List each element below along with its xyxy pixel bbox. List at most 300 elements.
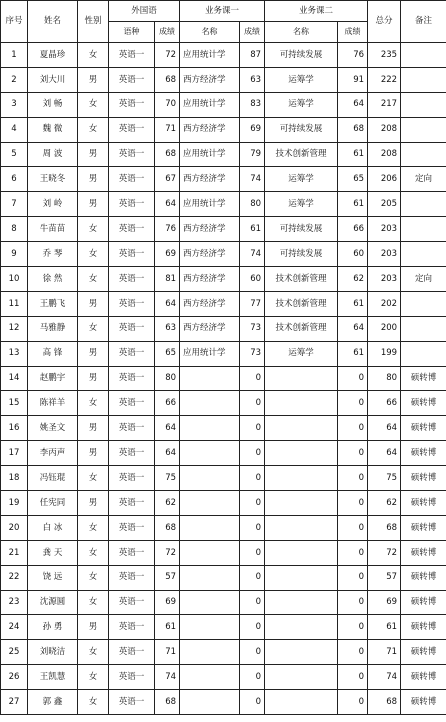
cell-note <box>401 242 446 267</box>
cell-total: 64 <box>368 441 401 466</box>
cell-course-two-score: 60 <box>338 242 368 267</box>
cell-course-one-score: 79 <box>240 142 265 167</box>
cell-language: 英语一 <box>109 590 155 615</box>
cell-course-one-name: 西方经济学 <box>180 167 240 192</box>
cell-name: 姚圣文 <box>28 416 78 441</box>
cell-course-one-name <box>180 466 240 491</box>
cell-course-two-score: 76 <box>338 43 368 68</box>
table-row <box>1 615 446 640</box>
cell-course-one-score: 0 <box>240 615 265 640</box>
cell-total: 66 <box>368 391 401 416</box>
cell-course-two-score: 0 <box>338 590 368 615</box>
cell-name: 赵鹏宇 <box>28 366 78 391</box>
table-row <box>1 391 446 416</box>
cell-note: 硕转博 <box>401 416 446 441</box>
header-course-two-name: 名称 <box>265 22 338 43</box>
cell-seq: 23 <box>1 590 28 615</box>
cell-language: 英语一 <box>109 540 155 565</box>
cell-foreign-score: 64 <box>155 441 180 466</box>
cell-total: 75 <box>368 466 401 491</box>
table-row <box>1 665 446 690</box>
cell-gender: 女 <box>78 590 109 615</box>
cell-seq: 21 <box>1 540 28 565</box>
cell-course-two-name: 可持续发展 <box>265 242 338 267</box>
cell-name: 沈源圆 <box>28 590 78 615</box>
cell-course-two-name <box>265 391 338 416</box>
header-foreign-score: 成绩 <box>155 22 180 43</box>
cell-language: 英语一 <box>109 92 155 117</box>
cell-name: 马雅静 <box>28 316 78 341</box>
cell-foreign-score: 68 <box>155 515 180 540</box>
cell-course-two-score: 68 <box>338 117 368 142</box>
cell-language: 英语一 <box>109 291 155 316</box>
cell-gender: 女 <box>78 391 109 416</box>
cell-seq: 2 <box>1 67 28 92</box>
cell-language: 英语一 <box>109 640 155 665</box>
cell-foreign-score: 70 <box>155 92 180 117</box>
cell-note: 硕转博 <box>401 590 446 615</box>
cell-name: 乔 琴 <box>28 242 78 267</box>
table-row <box>1 491 446 516</box>
cell-course-one-name: 应用统计学 <box>180 142 240 167</box>
cell-course-two-name <box>265 416 338 441</box>
cell-foreign-score: 68 <box>155 67 180 92</box>
cell-gender: 女 <box>78 466 109 491</box>
cell-course-two-score: 0 <box>338 416 368 441</box>
table-row <box>1 67 446 92</box>
cell-foreign-score: 64 <box>155 291 180 316</box>
cell-course-two-score: 61 <box>338 341 368 366</box>
table-row <box>1 92 446 117</box>
cell-foreign-score: 64 <box>155 416 180 441</box>
cell-seq: 1 <box>1 43 28 68</box>
table-row <box>1 466 446 491</box>
cell-course-two-name: 技术创新管理 <box>265 267 338 292</box>
cell-gender: 男 <box>78 67 109 92</box>
cell-seq: 8 <box>1 217 28 242</box>
cell-course-one-score: 74 <box>240 167 265 192</box>
cell-total: 199 <box>368 341 401 366</box>
cell-course-one-score: 87 <box>240 43 265 68</box>
cell-course-one-name: 西方经济学 <box>180 217 240 242</box>
cell-gender: 女 <box>78 92 109 117</box>
cell-gender: 女 <box>78 316 109 341</box>
cell-seq: 27 <box>1 690 28 715</box>
table-row <box>1 217 446 242</box>
cell-course-two-name: 运筹学 <box>265 167 338 192</box>
cell-name: 刘 畅 <box>28 92 78 117</box>
cell-course-one-name <box>180 391 240 416</box>
cell-note <box>401 142 446 167</box>
cell-course-one-name <box>180 690 240 715</box>
cell-note: 硕转博 <box>401 366 446 391</box>
header-foreign-language: 外国语 <box>109 1 180 22</box>
cell-seq: 5 <box>1 142 28 167</box>
cell-course-two-score: 61 <box>338 291 368 316</box>
cell-gender: 女 <box>78 640 109 665</box>
cell-language: 英语一 <box>109 267 155 292</box>
cell-language: 英语一 <box>109 565 155 590</box>
cell-name: 魏 微 <box>28 117 78 142</box>
cell-course-one-score: 83 <box>240 92 265 117</box>
cell-gender: 女 <box>78 515 109 540</box>
cell-note: 硕转博 <box>401 391 446 416</box>
cell-language: 英语一 <box>109 515 155 540</box>
cell-language: 英语一 <box>109 167 155 192</box>
cell-total: 62 <box>368 491 401 516</box>
cell-foreign-score: 68 <box>155 142 180 167</box>
cell-note <box>401 117 446 142</box>
cell-total: 208 <box>368 117 401 142</box>
cell-course-one-score: 63 <box>240 67 265 92</box>
cell-course-one-score: 0 <box>240 690 265 715</box>
cell-seq: 9 <box>1 242 28 267</box>
cell-course-one-name: 西方经济学 <box>180 267 240 292</box>
cell-total: 57 <box>368 565 401 590</box>
cell-foreign-score: 72 <box>155 540 180 565</box>
cell-course-one-name <box>180 565 240 590</box>
cell-seq: 17 <box>1 441 28 466</box>
cell-course-one-name: 西方经济学 <box>180 316 240 341</box>
cell-language: 英语一 <box>109 366 155 391</box>
cell-language: 英语一 <box>109 192 155 217</box>
cell-language: 英语一 <box>109 316 155 341</box>
cell-course-two-name <box>265 665 338 690</box>
cell-language: 英语一 <box>109 665 155 690</box>
cell-course-two-score: 0 <box>338 640 368 665</box>
cell-course-one-score: 69 <box>240 117 265 142</box>
cell-foreign-score: 67 <box>155 167 180 192</box>
cell-total: 61 <box>368 615 401 640</box>
cell-note: 硕转博 <box>401 441 446 466</box>
cell-name: 任宪同 <box>28 491 78 516</box>
cell-course-one-name: 西方经济学 <box>180 291 240 316</box>
cell-gender: 男 <box>78 341 109 366</box>
cell-language: 英语一 <box>109 416 155 441</box>
header-language: 语种 <box>109 22 155 43</box>
cell-course-one-name: 应用统计学 <box>180 341 240 366</box>
cell-total: 203 <box>368 217 401 242</box>
cell-note: 定向 <box>401 267 446 292</box>
cell-course-one-name <box>180 366 240 391</box>
table-row <box>1 515 446 540</box>
cell-seq: 6 <box>1 167 28 192</box>
cell-seq: 14 <box>1 366 28 391</box>
cell-total: 206 <box>368 167 401 192</box>
cell-course-two-name <box>265 590 338 615</box>
cell-course-one-score: 0 <box>240 565 265 590</box>
cell-seq: 24 <box>1 615 28 640</box>
cell-course-one-name <box>180 540 240 565</box>
cell-name: 王鹏飞 <box>28 291 78 316</box>
cell-course-two-name <box>265 441 338 466</box>
cell-course-one-name <box>180 615 240 640</box>
cell-foreign-score: 61 <box>155 615 180 640</box>
cell-course-one-score: 80 <box>240 192 265 217</box>
cell-course-two-score: 0 <box>338 515 368 540</box>
cell-seq: 13 <box>1 341 28 366</box>
table-header <box>1 1 446 43</box>
cell-gender: 女 <box>78 242 109 267</box>
cell-name: 刘 岭 <box>28 192 78 217</box>
cell-course-one-name <box>180 590 240 615</box>
cell-course-two-name <box>265 466 338 491</box>
cell-total: 235 <box>368 43 401 68</box>
cell-note: 硕转博 <box>401 665 446 690</box>
cell-name: 周 波 <box>28 142 78 167</box>
header-seq: 序号 <box>1 1 28 43</box>
cell-name: 刘晓洁 <box>28 640 78 665</box>
table-row <box>1 366 446 391</box>
cell-name: 白 冰 <box>28 515 78 540</box>
cell-total: 208 <box>368 142 401 167</box>
cell-course-two-score: 65 <box>338 167 368 192</box>
cell-course-two-name: 运筹学 <box>265 67 338 92</box>
cell-course-two-name <box>265 690 338 715</box>
cell-note: 硕转博 <box>401 491 446 516</box>
cell-name: 王晓冬 <box>28 167 78 192</box>
cell-course-two-name <box>265 565 338 590</box>
cell-course-one-name <box>180 416 240 441</box>
cell-note: 定向 <box>401 167 446 192</box>
header-note: 备注 <box>401 1 446 43</box>
table-row <box>1 167 446 192</box>
cell-course-two-name <box>265 640 338 665</box>
cell-foreign-score: 81 <box>155 267 180 292</box>
cell-name: 陈祥羊 <box>28 391 78 416</box>
cell-course-one-score: 0 <box>240 590 265 615</box>
table-row <box>1 590 446 615</box>
cell-gender: 女 <box>78 43 109 68</box>
cell-gender: 女 <box>78 117 109 142</box>
cell-course-one-name: 西方经济学 <box>180 117 240 142</box>
cell-course-one-score: 73 <box>240 316 265 341</box>
cell-note: 硕转博 <box>401 565 446 590</box>
cell-course-one-score: 0 <box>240 391 265 416</box>
cell-seq: 12 <box>1 316 28 341</box>
cell-foreign-score: 80 <box>155 366 180 391</box>
cell-course-two-score: 0 <box>338 690 368 715</box>
cell-foreign-score: 69 <box>155 590 180 615</box>
cell-gender: 女 <box>78 565 109 590</box>
cell-note: 硕转博 <box>401 615 446 640</box>
cell-course-two-name: 运筹学 <box>265 341 338 366</box>
cell-gender: 男 <box>78 192 109 217</box>
cell-course-one-name: 应用统计学 <box>180 92 240 117</box>
cell-gender: 男 <box>78 142 109 167</box>
cell-course-one-name: 西方经济学 <box>180 242 240 267</box>
header-course-one-score: 成绩 <box>240 22 265 43</box>
cell-language: 英语一 <box>109 43 155 68</box>
cell-course-two-name: 运筹学 <box>265 192 338 217</box>
cell-course-two-name <box>265 366 338 391</box>
cell-language: 英语一 <box>109 242 155 267</box>
cell-course-one-score: 0 <box>240 540 265 565</box>
table-row <box>1 117 446 142</box>
cell-language: 英语一 <box>109 615 155 640</box>
table-row <box>1 690 446 715</box>
table-row <box>1 416 446 441</box>
cell-name: 孙 勇 <box>28 615 78 640</box>
cell-course-one-score: 73 <box>240 341 265 366</box>
cell-course-two-name <box>265 615 338 640</box>
cell-total: 203 <box>368 267 401 292</box>
cell-seq: 20 <box>1 515 28 540</box>
cell-course-two-name: 技术创新管理 <box>265 291 338 316</box>
cell-course-one-score: 0 <box>240 515 265 540</box>
cell-seq: 18 <box>1 466 28 491</box>
table-row <box>1 565 446 590</box>
cell-gender: 男 <box>78 167 109 192</box>
cell-gender: 男 <box>78 441 109 466</box>
cell-language: 英语一 <box>109 341 155 366</box>
cell-foreign-score: 64 <box>155 192 180 217</box>
table-row <box>1 316 446 341</box>
cell-seq: 11 <box>1 291 28 316</box>
cell-gender: 女 <box>78 665 109 690</box>
table-row <box>1 192 446 217</box>
header-course-one-name: 名称 <box>180 22 240 43</box>
cell-course-two-score: 0 <box>338 441 368 466</box>
cell-foreign-score: 57 <box>155 565 180 590</box>
cell-seq: 10 <box>1 267 28 292</box>
cell-course-two-name: 可持续发展 <box>265 43 338 68</box>
cell-name: 李丙声 <box>28 441 78 466</box>
cell-seq: 4 <box>1 117 28 142</box>
cell-seq: 26 <box>1 665 28 690</box>
cell-name: 郭 鑫 <box>28 690 78 715</box>
cell-course-two-name: 可持续发展 <box>265 117 338 142</box>
cell-note: 硕转博 <box>401 466 446 491</box>
cell-foreign-score: 72 <box>155 43 180 68</box>
cell-total: 205 <box>368 192 401 217</box>
cell-course-one-score: 60 <box>240 267 265 292</box>
cell-total: 80 <box>368 366 401 391</box>
cell-note <box>401 341 446 366</box>
cell-foreign-score: 75 <box>155 466 180 491</box>
cell-course-two-score: 64 <box>338 316 368 341</box>
cell-total: 64 <box>368 416 401 441</box>
table-body <box>1 43 446 715</box>
cell-note: 硕转博 <box>401 540 446 565</box>
cell-foreign-score: 68 <box>155 690 180 715</box>
cell-name: 龚 天 <box>28 540 78 565</box>
cell-course-one-score: 0 <box>240 640 265 665</box>
cell-course-two-name <box>265 515 338 540</box>
cell-total: 200 <box>368 316 401 341</box>
cell-foreign-score: 76 <box>155 217 180 242</box>
cell-name: 徐 然 <box>28 267 78 292</box>
cell-course-one-score: 0 <box>240 491 265 516</box>
cell-course-one-name: 应用统计学 <box>180 43 240 68</box>
cell-language: 英语一 <box>109 690 155 715</box>
cell-gender: 女 <box>78 690 109 715</box>
cell-gender: 男 <box>78 491 109 516</box>
cell-seq: 19 <box>1 491 28 516</box>
cell-course-two-score: 91 <box>338 67 368 92</box>
cell-course-two-score: 0 <box>338 391 368 416</box>
cell-language: 英语一 <box>109 441 155 466</box>
cell-seq: 25 <box>1 640 28 665</box>
cell-course-two-score: 0 <box>338 540 368 565</box>
cell-name: 王凯慧 <box>28 665 78 690</box>
cell-language: 英语一 <box>109 466 155 491</box>
cell-note: 硕转博 <box>401 640 446 665</box>
cell-foreign-score: 74 <box>155 665 180 690</box>
table-row <box>1 341 446 366</box>
cell-language: 英语一 <box>109 67 155 92</box>
cell-note <box>401 291 446 316</box>
cell-name: 牛苗苗 <box>28 217 78 242</box>
cell-name: 饶 远 <box>28 565 78 590</box>
cell-course-one-name <box>180 515 240 540</box>
header-total: 总分 <box>368 1 401 43</box>
cell-foreign-score: 62 <box>155 491 180 516</box>
cell-course-two-name: 运筹学 <box>265 92 338 117</box>
cell-course-one-name <box>180 665 240 690</box>
cell-language: 英语一 <box>109 391 155 416</box>
cell-note <box>401 43 446 68</box>
header-gender: 性别 <box>78 1 109 43</box>
cell-course-two-score: 64 <box>338 92 368 117</box>
cell-course-two-score: 0 <box>338 565 368 590</box>
table-row <box>1 43 446 68</box>
cell-note <box>401 192 446 217</box>
cell-seq: 22 <box>1 565 28 590</box>
cell-course-one-score: 0 <box>240 366 265 391</box>
cell-course-two-score: 62 <box>338 267 368 292</box>
table-row <box>1 540 446 565</box>
cell-course-one-score: 77 <box>240 291 265 316</box>
cell-language: 英语一 <box>109 217 155 242</box>
cell-name: 高 锋 <box>28 341 78 366</box>
cell-note <box>401 92 446 117</box>
cell-seq: 16 <box>1 416 28 441</box>
cell-note: 硕转博 <box>401 515 446 540</box>
cell-course-two-score: 61 <box>338 142 368 167</box>
cell-name: 冯钰琨 <box>28 466 78 491</box>
table-row <box>1 242 446 267</box>
cell-name: 夏晶珍 <box>28 43 78 68</box>
cell-course-two-name: 技术创新管理 <box>265 316 338 341</box>
cell-note <box>401 217 446 242</box>
cell-gender: 男 <box>78 366 109 391</box>
cell-gender: 女 <box>78 267 109 292</box>
cell-total: 202 <box>368 291 401 316</box>
cell-note <box>401 67 446 92</box>
cell-course-two-score: 0 <box>338 615 368 640</box>
cell-language: 英语一 <box>109 491 155 516</box>
cell-course-one-score: 0 <box>240 665 265 690</box>
cell-course-two-name <box>265 540 338 565</box>
header-course-two-score: 成绩 <box>338 22 368 43</box>
cell-foreign-score: 69 <box>155 242 180 267</box>
cell-course-one-name <box>180 441 240 466</box>
cell-foreign-score: 71 <box>155 640 180 665</box>
cell-course-two-score: 0 <box>338 491 368 516</box>
cell-language: 英语一 <box>109 117 155 142</box>
cell-course-one-score: 61 <box>240 217 265 242</box>
cell-language: 英语一 <box>109 142 155 167</box>
cell-foreign-score: 63 <box>155 316 180 341</box>
cell-total: 203 <box>368 242 401 267</box>
cell-gender: 男 <box>78 291 109 316</box>
cell-total: 72 <box>368 540 401 565</box>
cell-course-two-score: 61 <box>338 192 368 217</box>
cell-course-two-score: 0 <box>338 466 368 491</box>
cell-seq: 3 <box>1 92 28 117</box>
cell-foreign-score: 66 <box>155 391 180 416</box>
